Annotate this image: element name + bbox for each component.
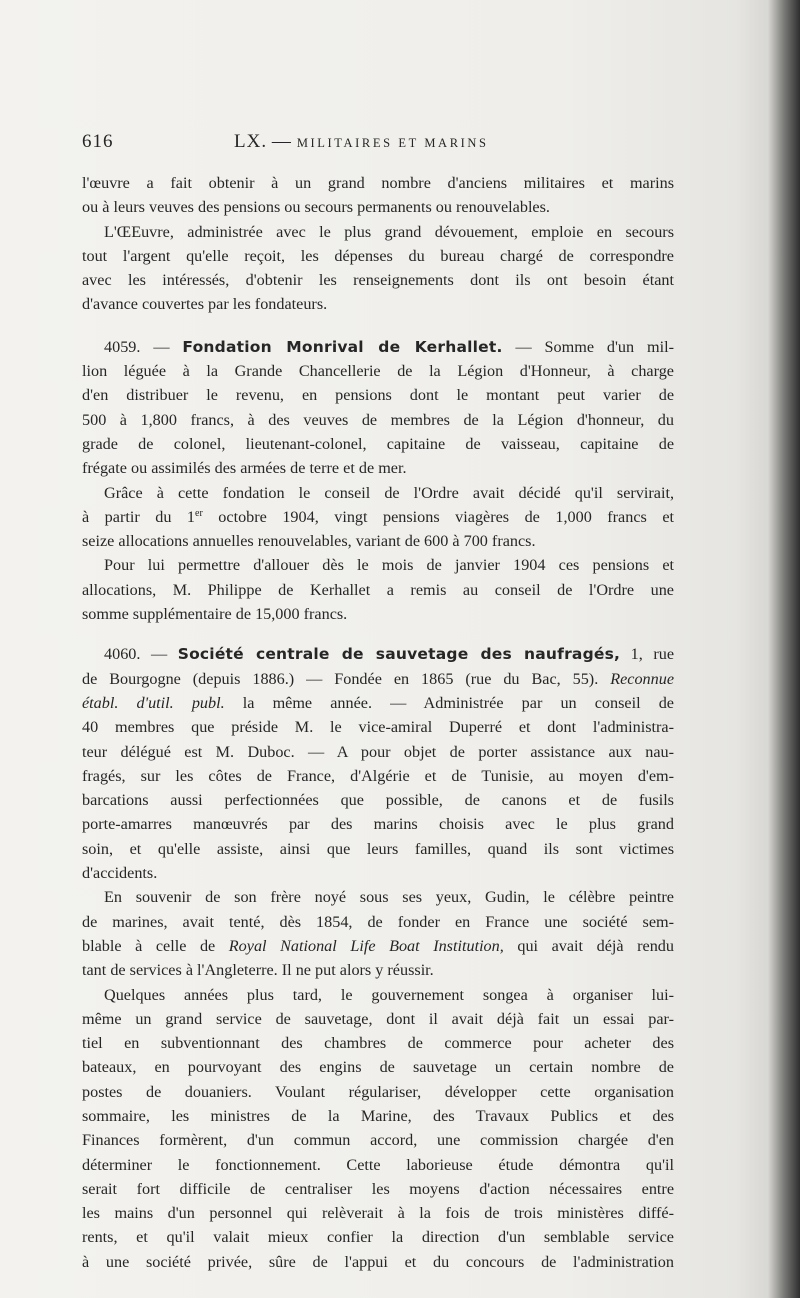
- text-line: d'en distribuer le revenu, en pensions dont le montant peut varier de: [82, 386, 674, 405]
- spacer: [82, 626, 674, 642]
- entry-title: Fondation Monrival de Kerhallet.: [182, 337, 503, 356]
- text-line: serait fort difficile de centraliser les moyens d'action nécessaires entre: [82, 1179, 674, 1198]
- text-line: postes de douaniers. Voulant régulariser, développer cette organisation: [82, 1082, 674, 1101]
- text-line: barcations aussi perfectionnées que possible, de canons et de fusils: [82, 791, 674, 810]
- text-fragment: — Somme d'un mil-: [515, 337, 675, 356]
- text-line: En souvenir de son frère noyé sous ses yeux, Gudin, le célèbre peintre: [104, 888, 674, 907]
- entry-number: 4059. —: [104, 337, 170, 356]
- text-line: seize allocations annuelles renouvelables, variant de 600 à 700 francs.: [82, 532, 536, 551]
- text-line: frégate ou assimilés des armées de terre et de mer.: [82, 459, 407, 478]
- text-line: à une société privée, sûre de l'appui et du concours de l'administration: [82, 1252, 674, 1271]
- body-text: [82, 171, 674, 1274]
- text-line: 40 membres que préside M. le vice-amiral Duperré et dont l'administra-: [82, 718, 674, 737]
- text-line: d'accidents.: [82, 864, 158, 883]
- text-line: [82, 934, 674, 958]
- text-line: d'avance couvertes par les fondateurs.: [82, 295, 328, 314]
- text-line: tout l'argent qu'elle reçoit, les dépenses du bureau chargé de correspondre: [82, 246, 674, 265]
- italic-fragment: Reconnue: [610, 669, 675, 688]
- text-line: Pour lui permettre d'allouer dès le mois de janvier 1904 ces pensions et: [104, 556, 674, 575]
- page-number: 616: [82, 131, 114, 152]
- text-line: bateaux, en pourvoyant des engins de sauvetage un certain nombre de: [82, 1058, 674, 1077]
- text-fragment: 1, rue: [620, 645, 675, 664]
- entry-4059: [82, 335, 674, 627]
- text-line: avec les intéressés, d'obtenir les renseignements dont ils ont besoin étant: [82, 271, 674, 290]
- paragraph-oeuvre: [82, 220, 674, 317]
- chapter-title: MILITAIRES ET MARINS: [296, 136, 489, 150]
- spacer: [82, 317, 674, 335]
- entry-title: Société centrale de sauvetage des naufragés,: [177, 645, 621, 664]
- text-line: sommaire, les ministres de la Marine, des Travaux Publics et des: [82, 1106, 674, 1125]
- italic-fragment: établ. d'util. publ.: [82, 693, 225, 712]
- text-line: grade de colonel, lieutenant-colonel, capitaine de vaisseau, capitaine de: [82, 434, 674, 453]
- chapter-number: LX.: [234, 131, 268, 152]
- entry-heading-line: [82, 335, 674, 359]
- italic-fragment: Royal National Life Boat Institution,: [228, 936, 504, 955]
- text-line: de marines, avait tenté, dès 1854, de fonder en France une société sem-: [82, 912, 674, 931]
- text-line: tant de services à l'Angleterre. Il ne put alors y réussir.: [82, 961, 434, 980]
- text-line: 500 à 1,800 francs, à des veuves de membres de la Légion d'honneur, du: [82, 410, 674, 429]
- text-line: somme supplémentaire de 15,000 francs.: [82, 605, 348, 624]
- text-line: les mains d'un personnel qui relèverait à la fois de trois ministères diffé-: [82, 1204, 674, 1223]
- text-line: Grâce à cette fondation le conseil de l'Ordre avait décidé qu'il servirait,: [104, 483, 674, 502]
- running-header: [82, 131, 674, 155]
- text-line: rents, et qu'il valait mieux confier la direction d'un semblable service: [82, 1228, 674, 1247]
- header-dash: —: [271, 131, 291, 152]
- text-line: fragés, sur les côtes de France, d'Algérie et de Tunisie, au moyen d'em-: [82, 766, 674, 785]
- entry-number: 4060. —: [104, 645, 168, 664]
- text-fragment: la même année. — Administrée par un conseil de: [224, 693, 674, 712]
- text-line: teur délégué est M. Duboc. — A pour objet de porter assistance aux nau-: [82, 742, 674, 761]
- text-line: ou à leurs veuves des pensions ou secours permanents ou renouvelables.: [82, 198, 550, 217]
- text-line: tiel en subventionnant des chambres de commerce pour acheter des: [82, 1034, 674, 1053]
- text-line: [82, 667, 674, 691]
- chapter-heading: [234, 131, 489, 153]
- text-line: [82, 691, 674, 715]
- text-line: lion léguée à la Grande Chancellerie de la Légion d'Honneur, à charge: [82, 362, 674, 381]
- ordinal-superscript: er: [195, 507, 203, 519]
- text-fragment: octobre 1904, vingt pensions viagères de 1,000 francs et: [202, 507, 674, 526]
- text-line: Finances formèrent, d'un commun accord, une commission chargée d'en: [82, 1131, 674, 1150]
- text-line: porte-amarres manœuvrés par des marins choisis avec le plus grand: [82, 815, 674, 834]
- text-line: L'ŒEuvre, administrée avec le plus grand dévouement, emploie en secours: [104, 222, 674, 241]
- text-line: déterminer le fonctionnement. Cette laborieuse étude démontra qu'il: [82, 1155, 674, 1174]
- text-line: l'œuvre a fait obtenir à un grand nombre d'anciens militaires et marins: [82, 174, 674, 192]
- text-line: allocations, M. Philippe de Kerhallet a remis au conseil de l'Ordre une: [82, 580, 674, 599]
- entry-4060: [82, 642, 674, 1274]
- text-line: [82, 505, 674, 529]
- text-line: même un grand service de sauvetage, dont il avait déjà fait un essai par-: [82, 1009, 674, 1028]
- text-fragment: à partir du 1: [82, 507, 196, 526]
- entry-heading-line: [82, 642, 674, 666]
- text-fragment: de Bourgogne (depuis 1886.) — Fondée en 1865 (rue du Bac, 55).: [82, 669, 599, 688]
- text-line: soin, et qu'elle assiste, ainsi que leurs familles, quand ils sont victimes: [82, 839, 674, 858]
- text-line: Quelques années plus tard, le gouvernement songea à organiser lui-: [104, 985, 674, 1004]
- text-fragment: qui avait déjà rendu: [503, 936, 674, 955]
- paragraph-continuation: [82, 171, 674, 220]
- text-fragment: blable à celle de: [82, 936, 229, 955]
